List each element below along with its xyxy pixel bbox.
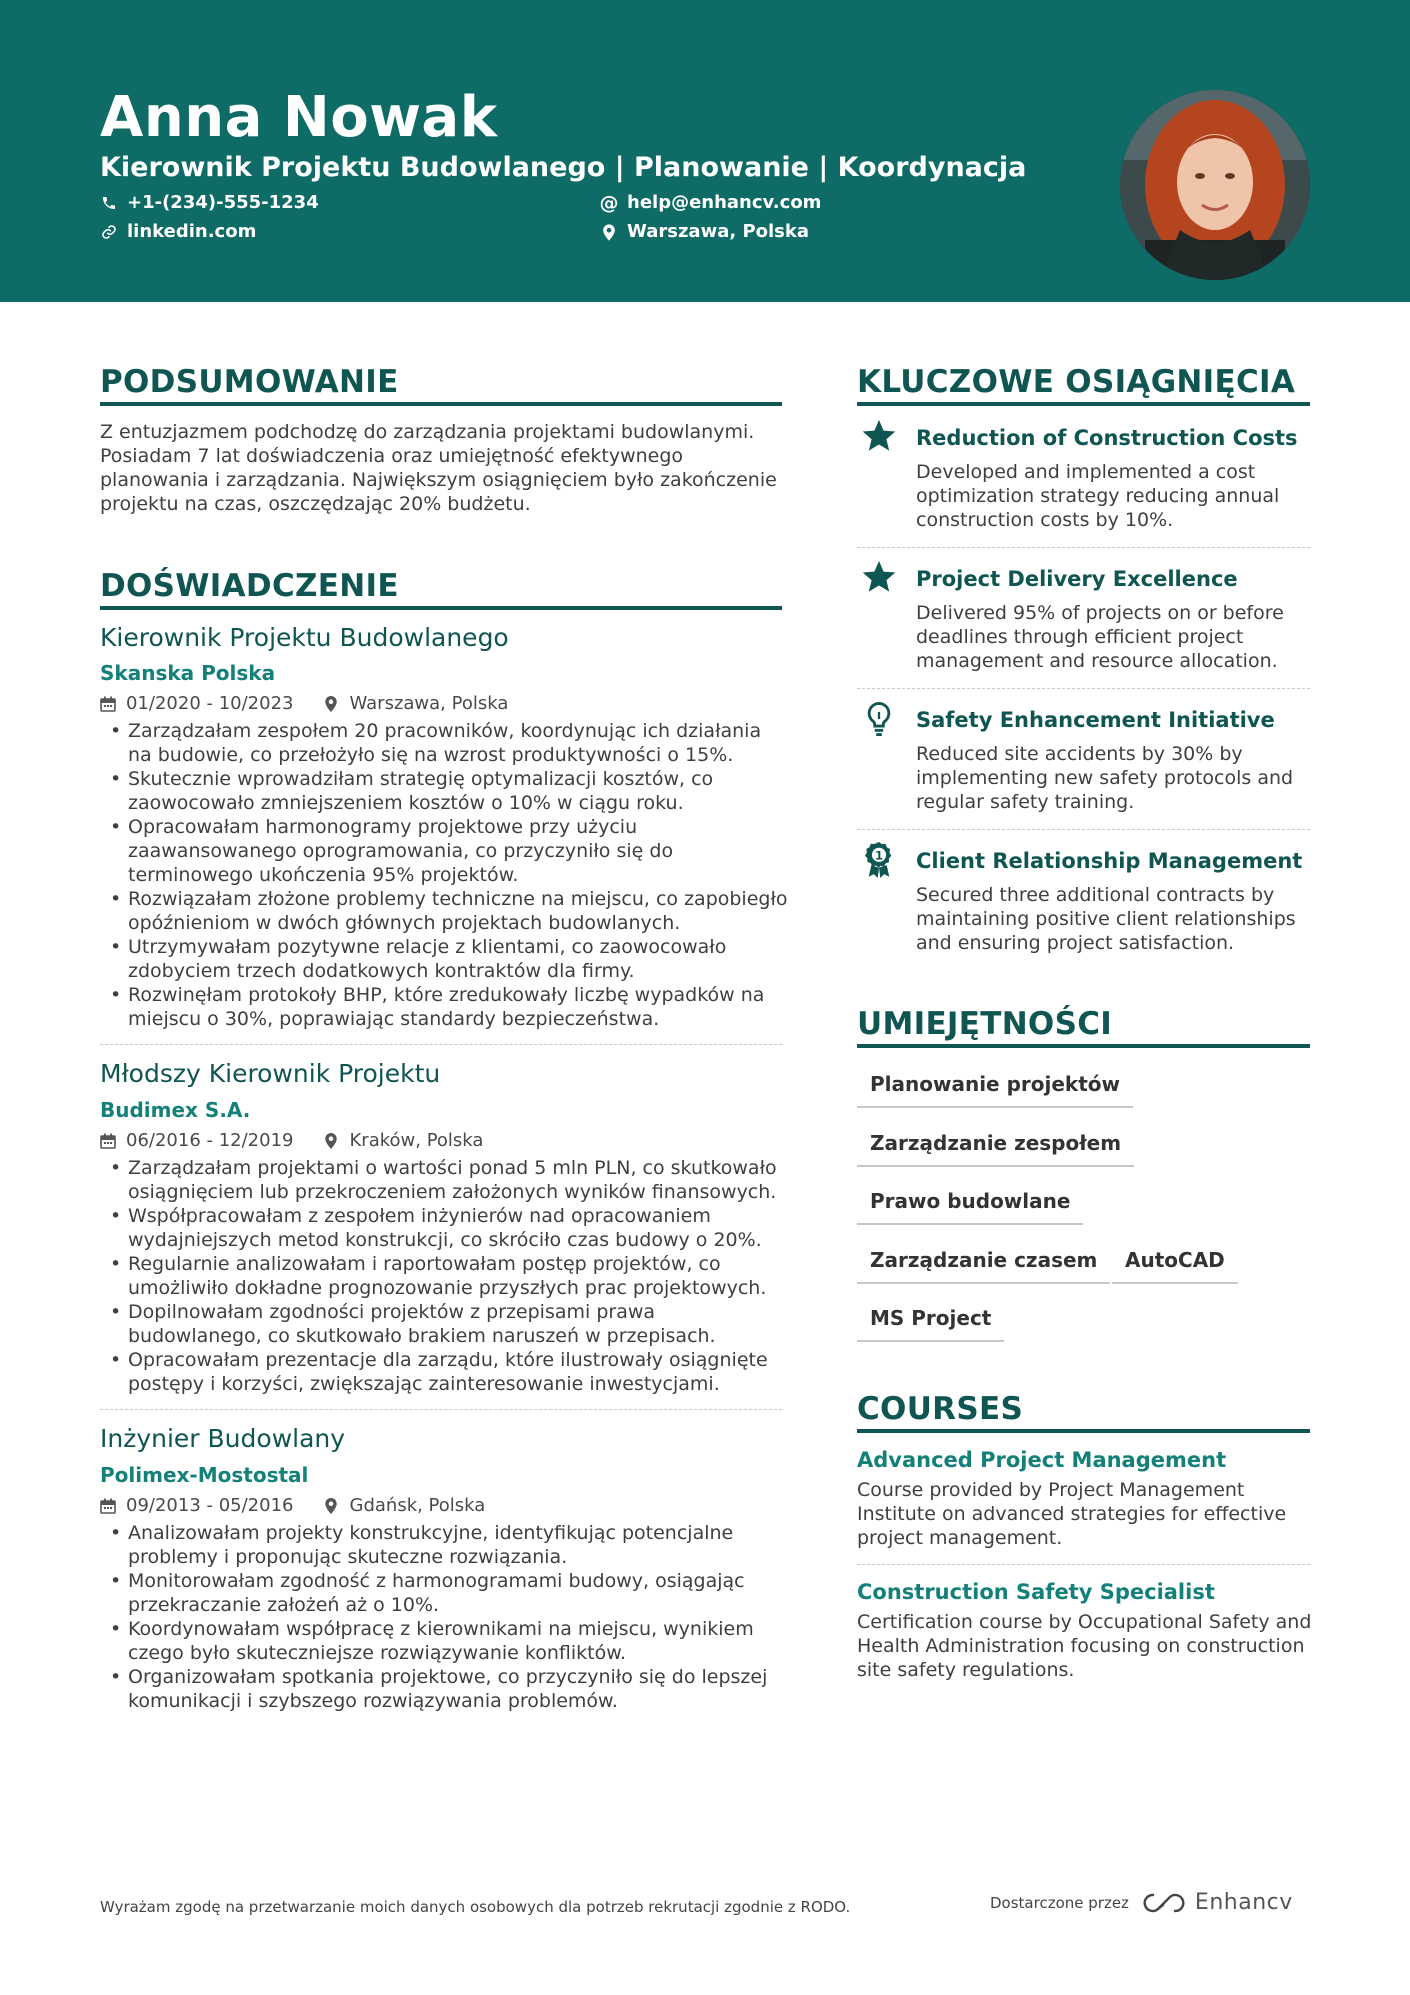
- location-pin-icon: [324, 1133, 340, 1149]
- link-icon: [100, 223, 118, 241]
- job-meta: [100, 1494, 485, 1518]
- achievement-desc: Delivered 95% of projects on or before deadlines through efficient project management and resource allocation.: [916, 602, 1284, 672]
- job-title: Młodszy Kierownik Projektu: [100, 1059, 441, 1088]
- award-icon: [860, 841, 898, 879]
- candidate-name: Anna Nowak: [100, 85, 498, 150]
- calendar-icon: [100, 1133, 116, 1149]
- job-title: Kierownik Projektu Budowlanego: [100, 623, 509, 652]
- skills-heading: UMIEJĘTNOŚCI: [857, 1006, 1113, 1042]
- course-desc: Certification course by Occupational Safety and Health Administration focusing on construction site safety regulations.: [857, 1611, 1312, 1681]
- divider: [857, 688, 1310, 689]
- company-name: Budimex S.A.: [100, 1098, 251, 1122]
- contact-location: [600, 219, 809, 245]
- achievement-title: Client Relationship Management: [916, 849, 1303, 873]
- summary-text: Z entuzjazmem podchodzę do zarządzania projektami budowlanymi. Posiadam 7 lat doświadczenia oraz umiejętność efektywnego planowania i zarządzania. Największym osiągnięciem było zakończenie projektu na czas, oszczędzając 20% budżetu.: [100, 421, 777, 515]
- list-item: • Skutecznie wprowadziłam strategię optymalizacji kosztów, co zaowocowało zmniejszeniem kosztów o 10% w ciągu roku.: [100, 767, 790, 815]
- job-location: Warszawa, Polska: [349, 693, 509, 714]
- job-bullets: [100, 1521, 790, 1713]
- job-dates: 09/2013 - 05/2016: [126, 1495, 294, 1516]
- skill-tag: Zarządzanie czasem: [857, 1246, 1110, 1284]
- list-item: • Monitorowałam zgodność z harmonogramami budowy, osiągając przekraczanie założeń aż o 10%.: [100, 1569, 790, 1617]
- email-text: help@enhancv.com: [627, 192, 822, 213]
- course-title: Advanced Project Management: [857, 1448, 1227, 1472]
- list-item: • Opracowałam prezentacje dla zarządu, które ilustrowały osiągnięte postępy i korzyści, zwiększając zainteresowanie inwestycjami.: [100, 1348, 790, 1396]
- job-dates: 06/2016 - 12/2019: [126, 1130, 294, 1151]
- enhancv-brand: Enhancv: [1194, 1890, 1293, 1915]
- location-pin-icon: [324, 1498, 340, 1514]
- location-pin-icon: [324, 696, 340, 712]
- profile-photo: [1120, 90, 1310, 280]
- list-item: • Zarządzałam projektami o wartości ponad 5 mln PLN, co skutkowało osiągnięciem lub przekroczeniem założonych wyników finansowych.: [100, 1156, 790, 1204]
- job-location: Gdańsk, Polska: [349, 1495, 486, 1516]
- enhancv-logo-icon: [1141, 1891, 1187, 1915]
- location-text: Warszawa, Polska: [627, 221, 810, 242]
- phone-icon: [100, 194, 118, 212]
- skills-rule: [857, 1044, 1310, 1048]
- list-item: • Zarządzałam zespołem 20 pracowników, koordynując ich działania na budowie, co przełożyło się na wzrost produktywności o 15%.: [100, 719, 790, 767]
- phone-text: +1-(234)-555-1234: [127, 192, 319, 213]
- divider: [100, 1409, 782, 1410]
- job-bullets: [100, 719, 790, 1031]
- achievement-title: Safety Enhancement Initiative: [916, 708, 1275, 732]
- company-name: Polimex-Mostostal: [100, 1463, 309, 1487]
- divider: [100, 1044, 782, 1045]
- job-meta: [100, 692, 508, 716]
- list-item: • Organizowałam spotkania projektowe, co przyczyniło się do lepszej komunikacji i szybszego rozwiązywania problemów.: [100, 1665, 790, 1713]
- course-desc: Course provided by Project Management Institute on advanced strategies for effective project management.: [857, 1479, 1287, 1549]
- skill-tag: Planowanie projektów: [857, 1070, 1133, 1108]
- linkedin-text: linkedin.com: [127, 221, 257, 242]
- list-item: • Regularnie analizowałam i raportowałam postęp projektów, co umożliwiło dokładne prognozowanie przyszłych prac projektowych.: [100, 1252, 790, 1300]
- job-bullets: [100, 1156, 790, 1396]
- experience-heading: DOŚWIADCZENIE: [100, 568, 399, 604]
- svg-text:1: 1: [874, 848, 884, 863]
- header-banner: [0, 0, 1410, 302]
- divider: [857, 1564, 1310, 1565]
- achievement-title: Reduction of Construction Costs: [916, 426, 1298, 450]
- powered-by[interactable]: [990, 1890, 1293, 1915]
- contact-phone[interactable]: [100, 190, 319, 216]
- contact-email[interactable]: [600, 190, 821, 216]
- job-meta: [100, 1129, 483, 1153]
- powered-by-label: Dostarczone przez: [990, 1893, 1129, 1912]
- achievement-title: Project Delivery Excellence: [916, 567, 1238, 591]
- achievements-heading: KLUCZOWE OSIĄGNIĘCIA: [857, 364, 1296, 400]
- experience-rule: [100, 606, 782, 610]
- list-item: • Koordynowałam współpracę z kierownikami na miejscu, wynikiem czego było skuteczniejsze rozwiązywanie konfliktów.: [100, 1617, 790, 1665]
- summary-heading: PODSUMOWANIE: [100, 364, 399, 400]
- course-title: Construction Safety Specialist: [857, 1580, 1215, 1604]
- list-item: • Rozwinęłam protokoły BHP, które zredukowały liczbę wypadków na miejscu o 30%, poprawiając standardy bezpieczeństwa.: [100, 983, 790, 1031]
- courses-heading: COURSES: [857, 1391, 1024, 1427]
- skill-tag: Zarządzanie zespołem: [857, 1129, 1134, 1167]
- skill-tag: AutoCAD: [1112, 1246, 1238, 1284]
- headline: Kierownik Projektu Budowlanego | Planowanie | Koordynacja: [100, 152, 1027, 183]
- divider: [857, 829, 1310, 830]
- star-icon: [860, 418, 898, 456]
- summary-rule: [100, 402, 782, 406]
- contact-linkedin[interactable]: [100, 219, 256, 245]
- gdpr-consent: Wyrażam zgodę na przetwarzanie moich danych osobowych dla potrzeb rekrutacji zgodnie z RODO.: [100, 1898, 851, 1916]
- achievements-rule: [857, 402, 1310, 406]
- divider: [857, 547, 1310, 548]
- list-item: • Rozwiązałam złożone problemy techniczne na miejscu, co zapobiegło opóźnieniom w dwóch głównych projektach budowlanych.: [100, 887, 790, 935]
- courses-rule: [857, 1429, 1310, 1433]
- job-location: Kraków, Polska: [349, 1130, 484, 1151]
- list-item: • Współpracowałam z zespołem inżynierów nad opracowaniem wydajniejszych metod konstrukcji, co skróciło czas budowy o 20%.: [100, 1204, 790, 1252]
- list-item: • Utrzymywałam pozytywne relacje z klientami, co zaowocowało zdobyciem trzech dodatkowych kontraktów dla firmy.: [100, 935, 790, 983]
- achievement-desc: Developed and implemented a cost optimization strategy reducing annual construction costs by 10%.: [916, 461, 1280, 531]
- job-title: Inżynier Budowlany: [100, 1424, 346, 1453]
- achievement-desc: Secured three additional contracts by maintaining positive client relationships and ensuring project satisfaction.: [916, 884, 1296, 954]
- skill-tag: Prawo budowlane: [857, 1187, 1083, 1225]
- list-item: • Analizowałam projekty konstrukcyjne, identyfikując potencjalne problemy i proponując skuteczne rozwiązania.: [100, 1521, 790, 1569]
- lightbulb-icon: [860, 700, 898, 738]
- location-pin-icon: [600, 223, 618, 241]
- skill-tag: MS Project: [857, 1304, 1004, 1342]
- company-name: Skanska Polska: [100, 661, 276, 685]
- job-dates: 01/2020 - 10/2023: [126, 693, 294, 714]
- list-item: • Opracowałam harmonogramy projektowe przy użyciu zaawansowanego oprogramowania, co przyczyniło się do terminowego ukończenia 95% projektów.: [100, 815, 790, 887]
- calendar-icon: [100, 1498, 116, 1514]
- star-icon: [860, 559, 898, 597]
- at-icon: @: [599, 192, 619, 214]
- list-item: • Dopilnowałam zgodności projektów z przepisami prawa budowlanego, co skutkowało brakiem naruszeń w przepisach.: [100, 1300, 790, 1348]
- calendar-icon: [100, 696, 116, 712]
- achievement-desc: Reduced site accidents by 30% by implementing new safety protocols and regular safety training.: [916, 743, 1294, 813]
